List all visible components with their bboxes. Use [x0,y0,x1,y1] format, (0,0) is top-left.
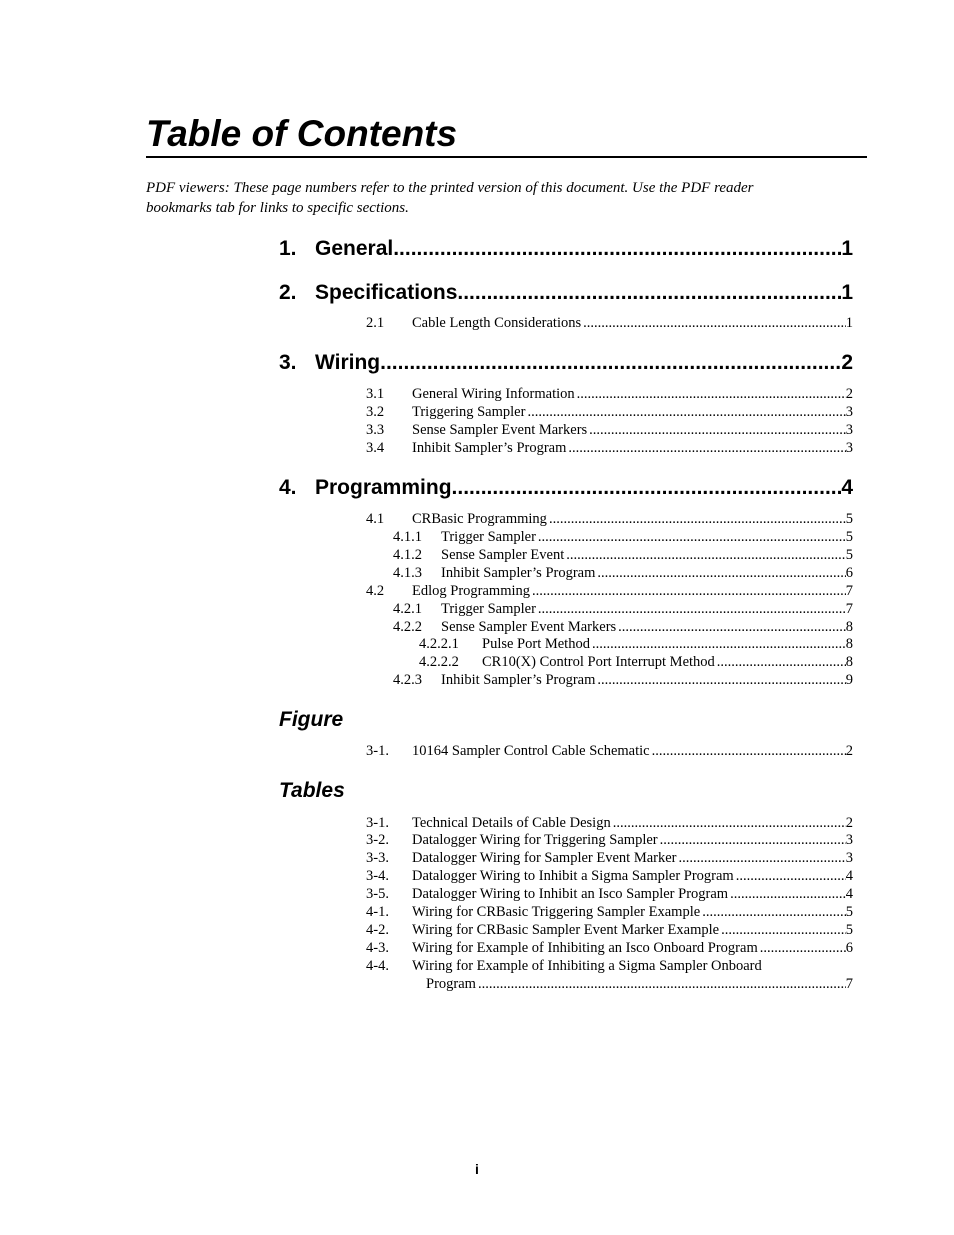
entry-title: Sense Sampler Event Markers [441,619,617,635]
section-page: 1 [841,281,853,304]
entry-page: 7 [845,601,853,617]
entry-number: 4.1.3 [393,565,422,581]
entry-page: 3 [845,422,853,438]
toc-table-entry[interactable] [366,903,853,921]
entry-page: 4 [845,868,853,884]
section-title: Wiring [315,351,381,374]
toc-table-entry-continuation[interactable] [426,975,853,993]
toc-entry[interactable] [366,439,853,457]
toc-section-general[interactable] [279,235,853,263]
entry-number: 4.2.3 [393,672,422,688]
dot-leader [577,385,846,403]
dot-leader [660,831,846,849]
page-number: i [475,1161,479,1177]
entry-page: 9 [845,672,853,688]
section-page: 1 [841,237,853,260]
dot-leader [702,903,846,921]
entry-number: 4.2.2 [393,619,422,635]
entry-title: Inhibit Sampler’s Program [441,565,596,581]
tables-heading: Tables [279,779,345,802]
toc-table-entry[interactable] [366,957,853,975]
entry-number: 2.1 [366,315,385,331]
entry-page: 5 [845,547,853,563]
entry-page: 3 [845,850,853,866]
entry-page: 5 [845,904,853,920]
dot-leader [452,474,842,502]
dot-leader [457,279,841,307]
toc-entry[interactable] [366,403,853,421]
entry-number: 3-4. [366,868,389,884]
entry-title: Wiring for CRBasic Triggering Sampler Example [412,904,701,920]
entry-title: Trigger Sampler [441,601,536,617]
dot-leader [679,849,846,867]
toc-entry[interactable] [366,510,853,528]
entry-title: Wiring for CRBasic Sampler Event Marker Example [412,922,720,938]
toc-figure-entry[interactable] [366,742,853,760]
dot-leader [760,939,846,957]
toc-entry[interactable] [393,618,853,636]
toc-table-entry[interactable] [366,831,853,849]
toc-table-entry[interactable] [366,867,853,885]
entry-title: CRBasic Programming [412,511,547,527]
entry-title: Trigger Sampler [441,529,536,545]
entry-page: 5 [845,511,853,527]
entry-title: Sense Sampler Event [441,547,565,563]
pdf-viewer-note: PDF viewers: These page numbers refer to the printed version of this document. Use the PDF reader bookmarks tab for links to specific sections. [146,180,754,216]
entry-title: Wiring for Example of Inhibiting an Isco Onboard Program [412,940,758,956]
dot-leader [730,885,846,903]
entry-number: 3-3. [366,850,389,866]
entry-title: Program [426,976,476,992]
dot-leader [592,635,846,653]
toc-section-programming[interactable] [279,474,853,502]
entry-title: Datalogger Wiring to Inhibit an Isco Sampler Program [412,886,729,902]
entry-number: 4.2.2.1 [419,636,459,652]
dot-leader [532,582,846,600]
entry-number: 3-1. [366,815,389,831]
toc-entry[interactable] [393,600,853,618]
toc-entry[interactable] [366,314,853,332]
entry-title: Wiring for Example of Inhibiting a Sigma Sampler Onboard [412,958,762,974]
toc-entry[interactable] [419,653,853,671]
section-title: Programming [315,476,452,499]
entry-page: 1 [845,315,853,331]
dot-leader [618,618,846,636]
dot-leader [549,510,846,528]
toc-table-entry[interactable] [366,814,853,832]
section-title: General [315,237,394,260]
entry-page: 6 [845,940,853,956]
entry-number: 3.2 [366,404,385,420]
dot-leader [527,403,845,421]
entry-number: 4.1.1 [393,529,422,545]
entry-page: 4 [845,886,853,902]
entry-number: 3.1 [366,386,385,402]
dot-leader [721,921,846,939]
dot-leader [717,653,846,671]
entry-page: 8 [845,636,853,652]
entry-number: 3-5. [366,886,389,902]
entry-page: 7 [845,583,853,599]
dot-leader [393,235,841,263]
toc-table-entry[interactable] [366,849,853,867]
entry-number: 4-1. [366,904,389,920]
dot-leader [478,975,846,993]
entry-number: 4.2 [366,583,385,599]
toc-section-wiring[interactable] [279,349,853,377]
entry-number: 4-2. [366,922,389,938]
entry-title: Inhibit Sampler’s Program [441,672,596,688]
dot-leader [597,564,845,582]
entry-title: Datalogger Wiring for Triggering Sampler [412,832,658,848]
entry-title: Inhibit Sampler’s Program [412,440,567,456]
entry-title: Triggering Sampler [412,404,526,420]
toc-entry[interactable] [393,564,853,582]
dot-leader [597,671,845,689]
entry-title: General Wiring Information [412,386,575,402]
entry-title: Sense Sampler Event Markers [412,422,588,438]
entry-title: CR10(X) Control Port Interrupt Method [482,654,715,670]
dot-leader [568,439,845,457]
dot-leader [538,600,846,618]
entry-number: 4.1 [366,511,385,527]
entry-number: 4.2.1 [393,601,422,617]
toc-entry[interactable] [366,421,853,439]
toc-entry[interactable] [393,671,853,689]
title-rule [146,156,867,158]
dot-leader [380,349,841,377]
section-title: Specifications [315,281,458,304]
page-title: Table of Contents [146,113,458,154]
entry-page: 8 [845,654,853,670]
section-number: 1. [279,237,297,260]
entry-title: Cable Length Considerations [412,315,582,331]
entry-number: 4.2.2.2 [419,654,459,670]
toc-section-specifications[interactable] [279,279,853,307]
toc-table-entry[interactable] [366,939,853,957]
entry-number: 3-2. [366,832,389,848]
dot-leader [589,421,846,439]
figure-heading: Figure [279,708,344,731]
entry-page: 5 [845,529,853,545]
entry-page: 3 [845,832,853,848]
entry-number: 4-4. [366,958,389,974]
toc-entry[interactable] [419,635,853,653]
entry-page: 3 [845,440,853,456]
entry-page: 7 [845,976,853,992]
dot-leader [613,814,846,832]
entry-page: 5 [845,922,853,938]
section-number: 3. [279,351,297,374]
toc-entry[interactable] [393,546,853,564]
dot-leader [566,546,846,564]
entry-page: 3 [845,404,853,420]
entry-number: 4.1.2 [393,547,422,563]
entry-title: Datalogger Wiring to Inhibit a Sigma Sampler Program [412,868,734,884]
section-page: 2 [841,351,853,374]
entry-title: Edlog Programming [412,583,531,599]
dot-leader [652,742,846,760]
entry-page: 2 [845,815,853,831]
toc-table-entry[interactable] [366,921,853,939]
entry-page: 2 [845,386,853,402]
section-page: 4 [841,476,853,499]
dot-leader [736,867,846,885]
entry-page: 2 [845,743,853,759]
entry-title: Datalogger Wiring for Sampler Event Marker [412,850,677,866]
section-number: 4. [279,476,297,499]
dot-leader [538,528,846,546]
entry-title: Pulse Port Method [482,636,590,652]
toc-entry[interactable] [393,528,853,546]
entry-number: 4-3. [366,940,389,956]
toc-table-entry[interactable] [366,885,853,903]
entry-number: 3.4 [366,440,385,456]
dot-leader [583,314,846,332]
section-number: 2. [279,281,297,304]
entry-number: 3-1. [366,743,389,759]
entry-page: 6 [845,565,853,581]
entry-page: 8 [845,619,853,635]
toc-entry[interactable] [366,385,853,403]
entry-title: 10164 Sampler Control Cable Schematic [412,743,650,759]
entry-title: Technical Details of Cable Design [412,815,611,831]
entry-number: 3.3 [366,422,385,438]
toc-entry[interactable] [366,582,853,600]
